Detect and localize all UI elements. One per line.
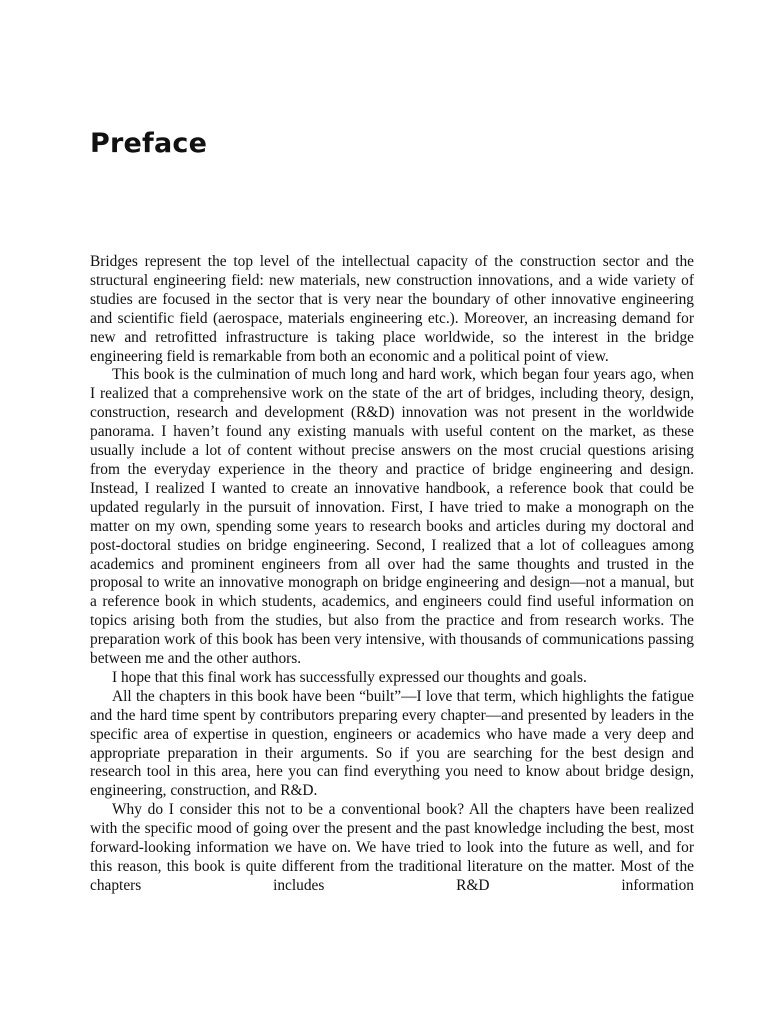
paragraph-3: I hope that this final work has successfully expressed our thoughts and goals. [112, 668, 587, 686]
paragraph-1: Bridges represent the top level of the intellectual capacity of the construction sector and the structural engineering field: new materials, new construction innovations, and a wide variety of studies are focused in the sector that is very near the boundary of other innovative engineering and scientific field (aerospace, materials engineering etc.). Moreover, an increasing demand for new and retrofitted infrastructure is taking place worldwide, so the interest in the bridge engineering field is remarkable from both an economic and a political point of view. [90, 253, 694, 365]
paragraph-4: All the chapters in this book have been “built”—I love that term, which highlights the fatigue and the hard time spent by contributors preparing every chapter—and presented by leaders in the specific area of expertise in question, engineers or academics who have made a very deep and appropriate preparation in their arguments. So if you are searching for the best design and research tool in this area, here you can find everything you need to know about bridge design, engineering, construction, and R&D. [90, 687, 694, 800]
paragraph-2: This book is the culmination of much long and hard work, which began four years ago, when I realized that a comprehensive work on the state of the art of bridges, including theory, design, construction, research and development (R&D) innovation was not present in the worldwide panorama. I haven’t found any existing manuals with useful content on the market, as these usually include a lot of content without precise answers on the most crucial questions arising from the everyday experience in the theory and practice of bridge engineering and design. Instead, I realized I wanted to create an innovative handbook, a reference book that could be updated regularly in the pursuit of innovation. First, I have tried to make a monograph on the matter on my own, spending some years to research books and articles during my doctoral and post-doctoral studies on bridge engineering. Second, I realized that a lot of colleagues among academics and prominent engineers from all over had the same thoughts and trusted in the proposal to write an innovative monograph on bridge engineering and design—not a manual, but a reference book in which students, academics, and engineers could find useful information on topics arising both from the studies, but also from the practice and from research works. The preparation work of this book has been very intensive, with thousands of communications passing between me and the other authors. [90, 366, 694, 668]
preface-body [90, 253, 694, 896]
paragraph-5: Why do I consider this not to be a conventional book? All the chapters have been realized with the specific mood of going over the present and the past knowledge including the best, most forward-looking information we have on. We have tried to look into the future as well, and for this reason, this book is quite different from the traditional literature on the matter. Most of the chapters includes R&D information [90, 801, 694, 894]
page-title: Preface [90, 128, 208, 159]
